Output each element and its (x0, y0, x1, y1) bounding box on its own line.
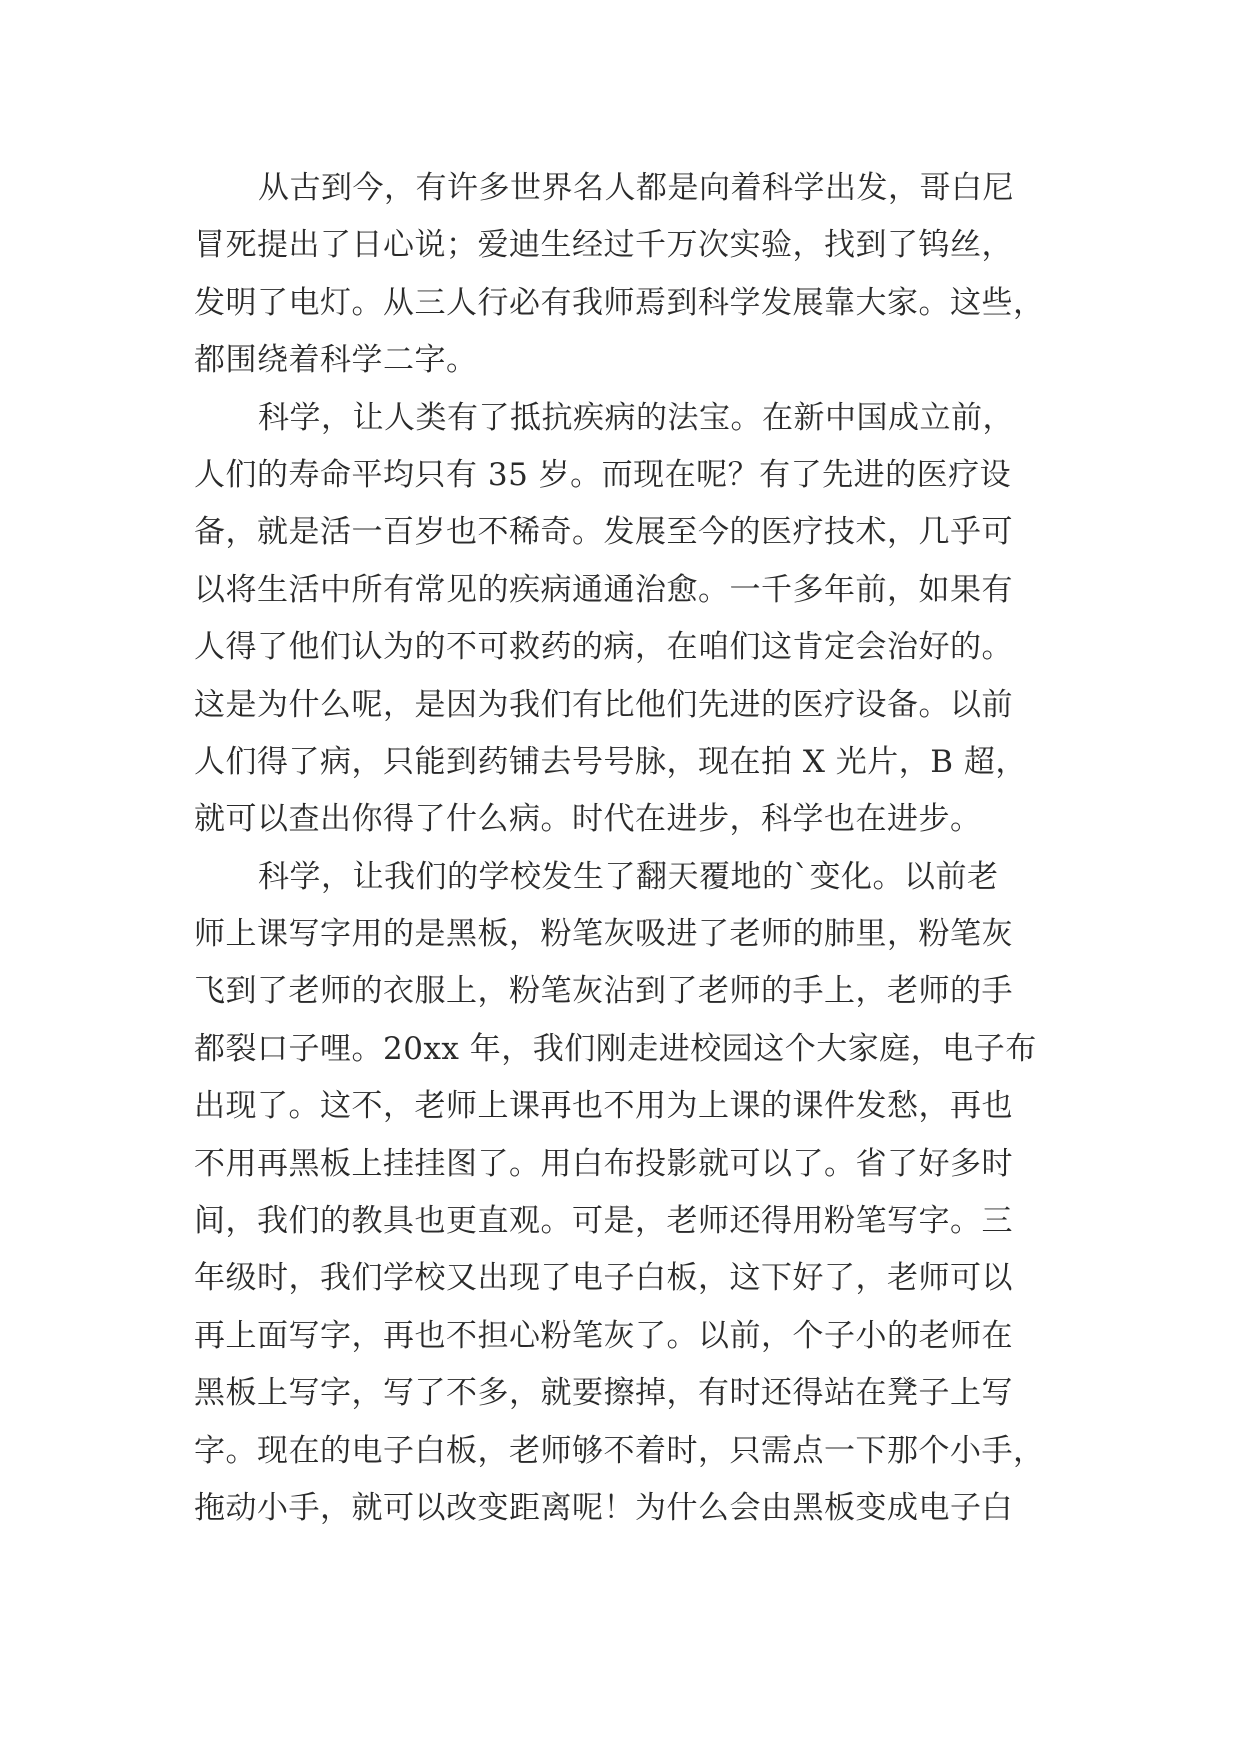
text-line: 年级时，我们学校又出现了电子白板，这下好了，老师可以 (194, 1260, 1013, 1297)
text-line: 字。现在的电子白板，老师够不着时，只需点一下那个小手， (194, 1432, 1045, 1469)
text-line: 冒死提出了日心说；爱迪生经过千万次实验，找到了钨丝， (194, 227, 1013, 264)
article-body (194, 160, 1054, 1537)
text-line: 出现了。这不，老师上课再也不用为上课的课件发愁，再也 (194, 1088, 1013, 1125)
text-line: 都裂口子哩。20xx 年，我们刚走进校园这个大家庭，电子布 (194, 1030, 1037, 1067)
text-line: 人们的寿命平均只有 35 岁。而现在呢？有了先进的医疗设 (194, 456, 1012, 493)
text-line: 发明了电灯。从三人行必有我师焉到科学发展靠大家。这些， (194, 284, 1045, 321)
text-line: 以将生活中所有常见的疾病通通治愈。一千多年前，如果有 (194, 571, 1013, 608)
text-line: 再上面写字，再也不担心粉笔灰了。以前，个子小的老师在 (194, 1317, 1013, 1354)
text-line: 师上课写字用的是黑板，粉笔灰吸进了老师的肺里，粉笔灰 (194, 916, 1013, 953)
paragraph-first-line: 科学，让我们的学校发生了翻天覆地的`变化。以前老 (258, 858, 999, 895)
text-line: 不用再黑板上挂挂图了。用白布投影就可以了。省了好多时 (194, 1145, 1013, 1182)
text-line: 这是为什么呢，是因为我们有比他们先进的医疗设备。以前 (194, 686, 1013, 723)
text-line: 人们得了病，只能到药铺去号号脉，现在拍 X 光片，B 超， (194, 743, 1027, 780)
text-line: 黑板上写字，写了不多，就要擦掉，有时还得站在凳子上写 (194, 1375, 1013, 1412)
text-line: 就可以查出你得了什么病。时代在进步，科学也在进步。 (194, 801, 982, 838)
text-line: 飞到了老师的衣服上，粉笔灰沾到了老师的手上，老师的手 (194, 973, 1013, 1010)
paragraph-first-line: 从古到今，有许多世界名人都是向着科学出发，哥白尼 (258, 170, 1014, 206)
text-line: 都围绕着科学二字。 (194, 342, 478, 379)
text-line: 人得了他们认为的不可救药的病，在咱们这肯定会治好的。 (194, 629, 1013, 666)
paragraph-first-line: 科学，让人类有了抵抗疾病的法宝。在新中国成立前， (258, 399, 1014, 436)
text-line: 备，就是活一百岁也不稀奇。发展至今的医疗技术，几乎可 (194, 514, 1013, 551)
text-line: 拖动小手，就可以改变距离呢！为什么会由黑板变成电子白 (194, 1489, 1013, 1526)
text-line: 间，我们的教具也更直观。可是，老师还得用粉笔写字。三 (194, 1203, 1013, 1240)
